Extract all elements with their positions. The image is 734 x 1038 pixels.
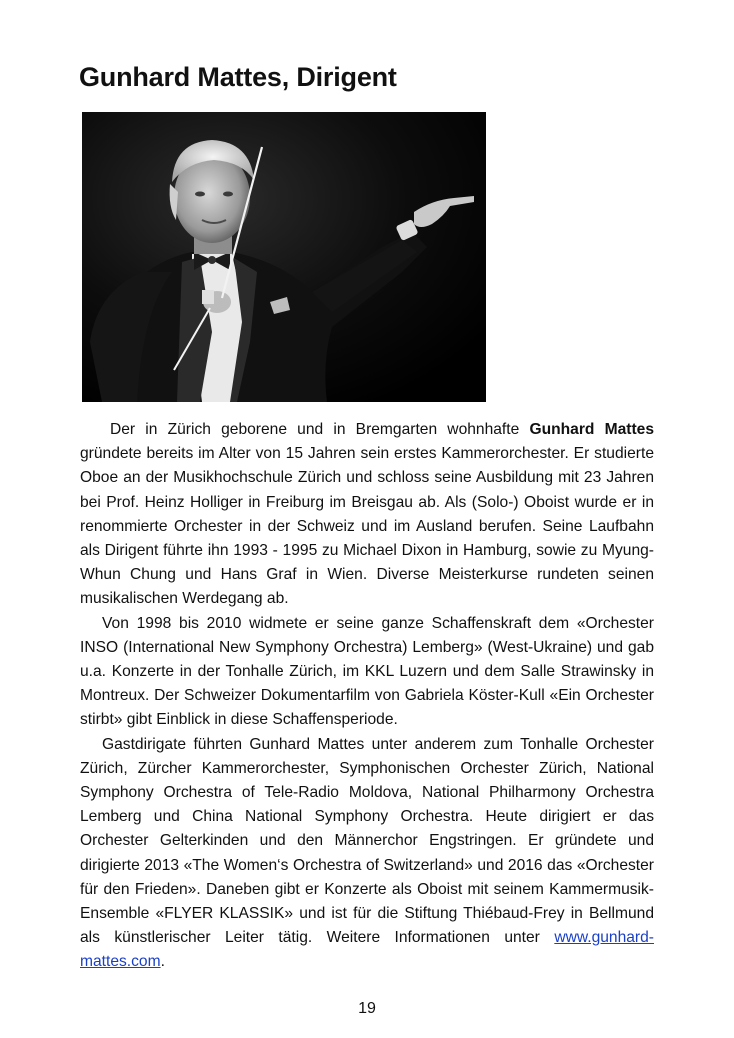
biography-paragraph xyxy=(80,733,654,975)
conductor-photo-icon xyxy=(82,112,486,402)
paragraph-text: Der in Zürich geborene und in Bremgarten wohnhafte xyxy=(110,421,530,438)
conductor-photo xyxy=(82,112,486,402)
paragraph-text: gründete bereits im Alter von 15 Jahren sein erstes Kammerorchester. Er studierte Oboe an der Musikhochschule Zürich und schloss seine Ausbildung mit 23 Jahren bei Prof. Heinz Holliger in Freiburg im Breisgau ab. Als (Solo-) Oboist wurde er in renommierte Orchester in der Schweiz und im Ausland berufen. Seine Laufbahn als Dirigent führte ihn 1993 - 1995 zu Michael Dixon in Hamburg, sowie zu Myung-Whun Chung und Hans Graf in Wien. Diverse Meisterkurse rundeten seinen musikalischen Werdegang ab. xyxy=(80,445,654,608)
paragraph-text: Gastdirigate führten Gunhard Mattes unter anderem zum Tonhalle Orchester Zürich, Zürcher Kammerorchester, Symphonischen Orchester Zürich, National Symphony Orchestra of Tele-Radio Moldova, National Philharmony Orchestra Lemberg und China National Symphony Orchestra. Heute dirigiert er das Orchester Gelterkinden und den Männerchor Engstringen. Er gründete und dirigierte 2013 «The Women‘s Orchestra of Switzerland» und 2016 das «Orchester für den Frieden». Daneben gibt er Konzerte als Oboist mit seinem Kammermusik-Ensemble «FLYER KLASSIK» und ist für die Stiftung Thiébaud-Frey in Bellmund als künstlerischer Leiter tätig. Weitere Informationen unter xyxy=(80,735,654,947)
biography-paragraph: Von 1998 bis 2010 widmete er seine ganze Schaffenskraft dem «Orchester INSO (International New Symphony Orchestra) Lemberg» (West-Ukraine) und gab u.a. Konzerte in der Tonhalle Zürich, im KKL Luzern und dem Salle Strawinsky in Montreux. Der Schweizer Dokumentarfilm von Gabriela Köster-Kull «Ein Orchester stirbt» gibt Einblick in diese Schaffensperiode. xyxy=(80,614,654,729)
paragraph-text: . xyxy=(160,953,165,971)
conductor-name: Gunhard Mattes xyxy=(529,421,654,438)
biography-text xyxy=(80,418,654,975)
page-number: 19 xyxy=(358,1000,376,1017)
website-link[interactable]: www.gunhard-mattes.com xyxy=(80,929,654,971)
page-title: Gunhard Mattes, Dirigent xyxy=(79,62,397,92)
biography-paragraph xyxy=(80,418,654,612)
